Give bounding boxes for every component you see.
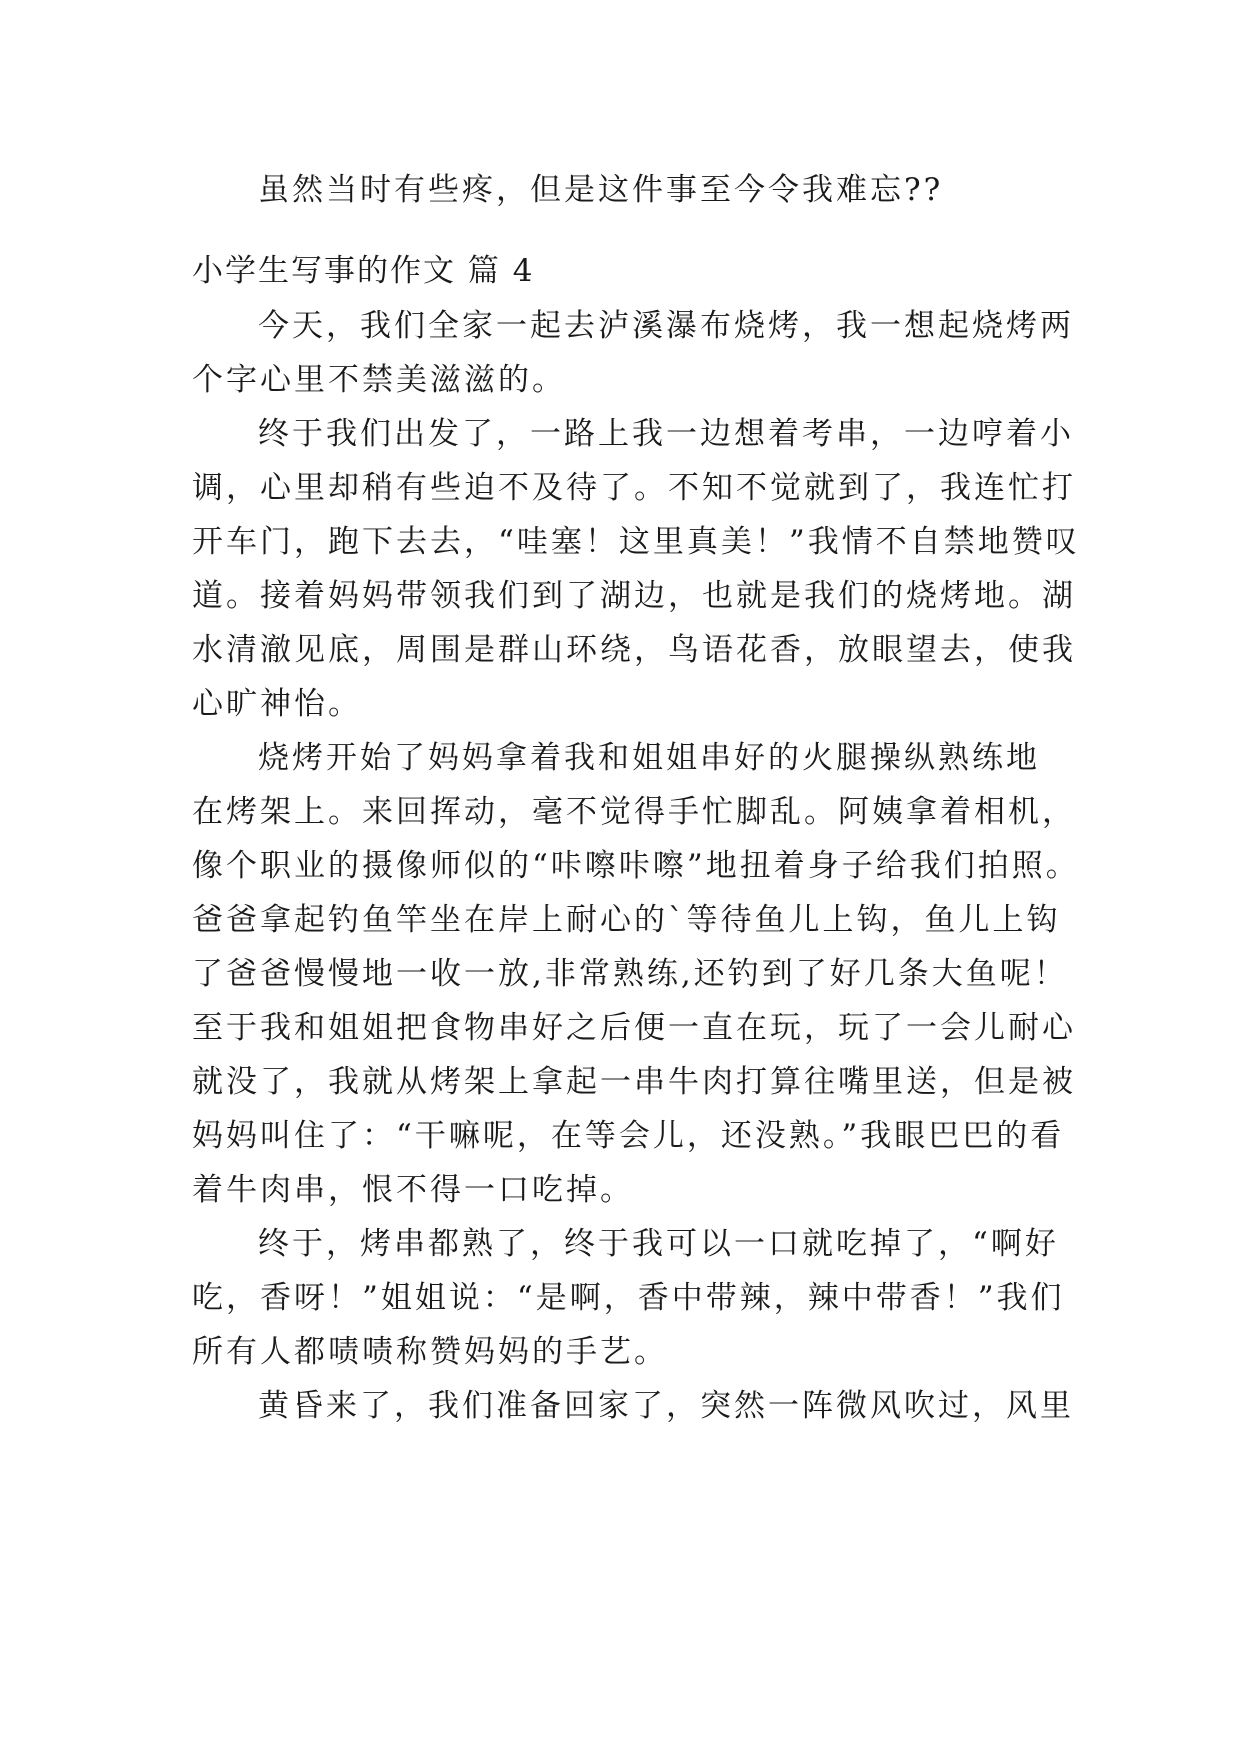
text-line: 在烤架上。来回挥动，毫不觉得手忙脚乱。阿姨拿着相机， — [192, 794, 1076, 830]
text-line: 就没了，我就从烤架上拿起一串牛肉打算往嘴里送，但是被 — [192, 1064, 1076, 1100]
text-line: 虽然当时有些疼，但是这件事至今令我难忘?? — [258, 172, 944, 208]
text-line: 开车门，跑下去去，“哇塞！这里真美！”我情不自禁地赞叹 — [192, 524, 1080, 560]
text-line: 心旷神怡。 — [192, 686, 362, 722]
text-line: 黄昏来了，我们准备回家了，突然一阵微风吹过，风里 — [258, 1388, 1074, 1424]
text-line: 终于我们出发了，一路上我一边想着考串，一边哼着小 — [258, 416, 1074, 452]
text-line: 了爸爸慢慢地一收一放,非常熟练,还钓到了好几条大鱼呢！ — [192, 956, 1068, 992]
text-line: 所有人都啧啧称赞妈妈的手艺。 — [192, 1334, 668, 1370]
section-heading: 小学生写事的作文 篇 4 — [192, 253, 535, 289]
text-line: 个字心里不禁美滋滋的。 — [192, 362, 566, 398]
text-line: 妈妈叫住了：“干嘛呢，在等会儿，还没熟。”我眼巴巴的看 — [192, 1118, 1065, 1154]
text-line: 至于我和姐姐把食物串好之后便一直在玩，玩了一会儿耐心 — [192, 1010, 1076, 1046]
text-line: 烧烤开始了妈妈拿着我和姐姐串好的火腿操纵熟练地 — [258, 740, 1040, 776]
text-line: 道。接着妈妈带领我们到了湖边，也就是我们的烧烤地。湖 — [192, 578, 1076, 614]
text-line: 吃，香呀！”姐姐说：“是啊，香中带辣，辣中带香！”我们 — [192, 1280, 1065, 1316]
text-line: 着牛肉串，恨不得一口吃掉。 — [192, 1172, 634, 1208]
text-line: 今天，我们全家一起去泸溪瀑布烧烤，我一想起烧烤两 — [258, 308, 1074, 344]
text-line: 终于，烤串都熟了，终于我可以一口就吃掉了，“啊好 — [258, 1226, 1059, 1262]
text-line: 像个职业的摄像师似的“咔嚓咔嚓”地扭着身子给我们拍照。 — [192, 848, 1080, 884]
text-line: 水清澈见底，周围是群山环绕，鸟语花香，放眼望去，使我 — [192, 632, 1076, 668]
text-line: 调，心里却稍有些迫不及待了。不知不觉就到了，我连忙打 — [192, 470, 1076, 506]
text-line: 爸爸拿起钓鱼竿坐在岸上耐心的`等待鱼儿上钩，鱼儿上钩 — [192, 902, 1061, 938]
